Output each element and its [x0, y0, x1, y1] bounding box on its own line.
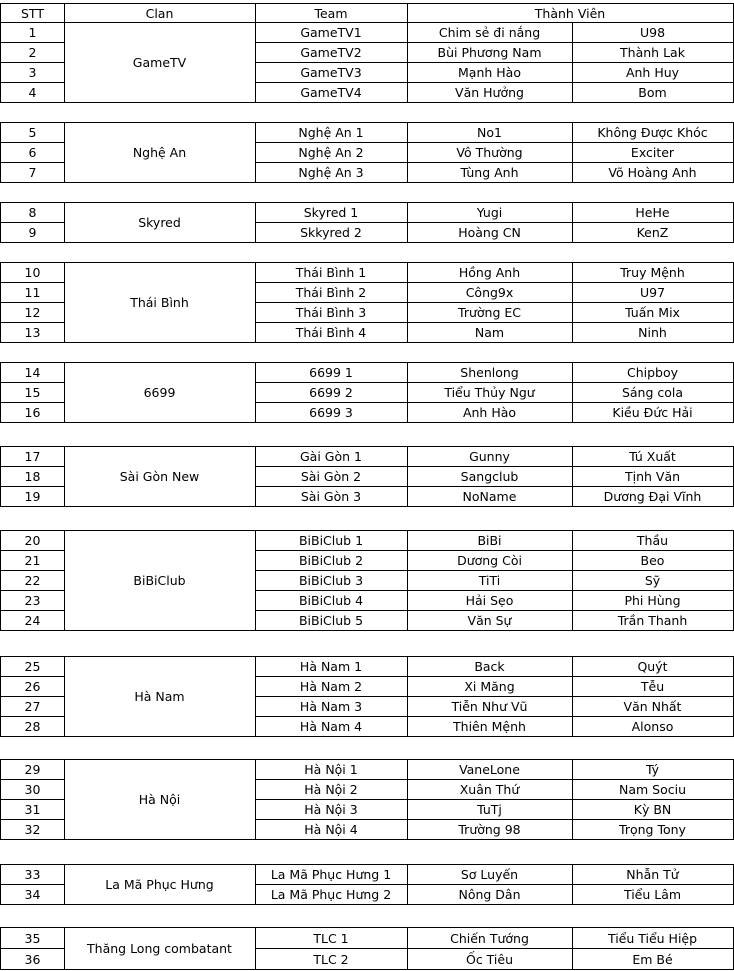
- team-cell: GameTV2: [255, 43, 408, 63]
- team-cell: La Mã Phục Hưng 1: [255, 865, 408, 885]
- member-2-cell: Bom: [572, 83, 734, 103]
- member-1-cell: Mạnh Hào: [407, 63, 573, 83]
- team-cell: BiBiClub 3: [255, 571, 408, 591]
- member-1-cell: Hoàng CN: [407, 223, 573, 243]
- stt-cell: 3: [0, 63, 65, 83]
- member-2-cell: KenZ: [572, 223, 734, 243]
- stt-cell: 33: [0, 865, 65, 885]
- member-1-cell: Vô Thường: [407, 143, 573, 163]
- stt-cell: 23: [0, 591, 65, 611]
- team-cell: Thái Bình 2: [255, 283, 408, 303]
- stt-cell: 26: [0, 677, 65, 697]
- clan-cell: Thái Bình: [64, 263, 256, 343]
- member-1-cell: Sangclub: [407, 467, 573, 487]
- stt-cell: 36: [0, 949, 65, 970]
- member-2-cell: Em Bé: [572, 949, 734, 970]
- stt-cell: 27: [0, 697, 65, 717]
- member-2-cell: Truy Mệnh: [572, 263, 734, 283]
- member-1-cell: Xuân Thứ: [407, 780, 573, 800]
- member-1-cell: Bùi Phương Nam: [407, 43, 573, 63]
- team-cell: Hà Nam 2: [255, 677, 408, 697]
- header-row: [0, 3, 734, 23]
- member-2-cell: Alonso: [572, 717, 734, 737]
- member-2-cell: Dương Đại Vĩnh: [572, 487, 734, 507]
- member-2-cell: U97: [572, 283, 734, 303]
- stt-cell: 10: [0, 263, 65, 283]
- member-1-cell: NoName: [407, 487, 573, 507]
- stt-cell: 15: [0, 383, 65, 403]
- member-1-cell: Văn Sự: [407, 611, 573, 631]
- team-cell: Nghệ An 1: [255, 123, 408, 143]
- team-cell: BiBiClub 5: [255, 611, 408, 631]
- member-2-cell: Văn Nhất: [572, 697, 734, 717]
- team-cell: 6699 2: [255, 383, 408, 403]
- team-cell: BiBiClub 1: [255, 531, 408, 551]
- stt-cell: 31: [0, 800, 65, 820]
- member-1-cell: Chim sẻ đi nắng: [407, 23, 573, 43]
- member-2-cell: Tú Xuất: [572, 447, 734, 467]
- team-cell: GameTV1: [255, 23, 408, 43]
- member-1-cell: BiBi: [407, 531, 573, 551]
- team-cell: Gài Gòn 1: [255, 447, 408, 467]
- stt-cell: 17: [0, 447, 65, 467]
- stt-cell: 2: [0, 43, 65, 63]
- header-team: Team: [255, 3, 408, 23]
- team-cell: Thái Bình 3: [255, 303, 408, 323]
- stt-cell: 13: [0, 323, 65, 343]
- member-2-cell: Beo: [572, 551, 734, 571]
- member-1-cell: Tiễn Như Vũ: [407, 697, 573, 717]
- stt-cell: 11: [0, 283, 65, 303]
- member-1-cell: Gunny: [407, 447, 573, 467]
- member-1-cell: Nông Dân: [407, 885, 573, 905]
- member-1-cell: Hồng Anh: [407, 263, 573, 283]
- stt-cell: 12: [0, 303, 65, 323]
- member-2-cell: Chipboy: [572, 363, 734, 383]
- member-2-cell: Ninh: [572, 323, 734, 343]
- clan-cell: La Mã Phục Hưng: [64, 865, 256, 905]
- clan-cell: Nghệ An: [64, 123, 256, 183]
- stt-cell: 32: [0, 820, 65, 840]
- member-2-cell: Trần Thanh: [572, 611, 734, 631]
- member-2-cell: Thành Lak: [572, 43, 734, 63]
- member-2-cell: Tễu: [572, 677, 734, 697]
- member-2-cell: Sỹ: [572, 571, 734, 591]
- team-cell: GameTV4: [255, 83, 408, 103]
- team-cell: Thái Bình 4: [255, 323, 408, 343]
- member-1-cell: Anh Hào: [407, 403, 573, 423]
- team-cell: Sài Gòn 2: [255, 467, 408, 487]
- member-1-cell: Thiên Mệnh: [407, 717, 573, 737]
- team-cell: Hà Nội 4: [255, 820, 408, 840]
- clan-cell: Thăng Long combatant: [64, 928, 256, 970]
- member-1-cell: Hải Sẹo: [407, 591, 573, 611]
- member-2-cell: U98: [572, 23, 734, 43]
- stt-cell: 34: [0, 885, 65, 905]
- team-cell: La Mã Phục Hưng 2: [255, 885, 408, 905]
- team-cell: BiBiClub 4: [255, 591, 408, 611]
- stt-cell: 4: [0, 83, 65, 103]
- team-cell: Hà Nam 1: [255, 657, 408, 677]
- stt-cell: 21: [0, 551, 65, 571]
- team-cell: Skyred 1: [255, 203, 408, 223]
- member-2-cell: Võ Hoàng Anh: [572, 163, 734, 183]
- stt-cell: 22: [0, 571, 65, 591]
- member-1-cell: Dương Còi: [407, 551, 573, 571]
- stt-cell: 35: [0, 928, 65, 949]
- member-1-cell: Tiểu Thủy Ngư: [407, 383, 573, 403]
- member-2-cell: Tịnh Văn: [572, 467, 734, 487]
- member-1-cell: Chiến Tướng: [407, 928, 573, 949]
- team-cell: 6699 3: [255, 403, 408, 423]
- team-cell: TLC 1: [255, 928, 408, 949]
- member-1-cell: Văn Hưởng: [407, 83, 573, 103]
- member-1-cell: Nam: [407, 323, 573, 343]
- clan-cell: BiBiClub: [64, 531, 256, 631]
- member-2-cell: Thầu: [572, 531, 734, 551]
- member-1-cell: VaneLone: [407, 760, 573, 780]
- member-2-cell: HeHe: [572, 203, 734, 223]
- member-2-cell: Tý: [572, 760, 734, 780]
- clan-cell: Sài Gòn New: [64, 447, 256, 507]
- member-2-cell: Nam Sociu: [572, 780, 734, 800]
- team-cell: TLC 2: [255, 949, 408, 970]
- team-cell: Skkyred 2: [255, 223, 408, 243]
- member-2-cell: Exciter: [572, 143, 734, 163]
- member-2-cell: Tiểu Lâm: [572, 885, 734, 905]
- member-2-cell: Quýt: [572, 657, 734, 677]
- member-1-cell: Back: [407, 657, 573, 677]
- stt-cell: 5: [0, 123, 65, 143]
- header-stt: STT: [0, 3, 65, 23]
- team-cell: Hà Nội 2: [255, 780, 408, 800]
- stt-cell: 16: [0, 403, 65, 423]
- member-1-cell: No1: [407, 123, 573, 143]
- member-2-cell: Tiểu Tiểu Hiệp: [572, 928, 734, 949]
- stt-cell: 14: [0, 363, 65, 383]
- stt-cell: 30: [0, 780, 65, 800]
- team-cell: Hà Nội 1: [255, 760, 408, 780]
- member-2-cell: Không Được Khóc: [572, 123, 734, 143]
- header-members: Thành Viên: [407, 3, 734, 23]
- team-cell: Nghệ An 2: [255, 143, 408, 163]
- member-1-cell: Shenlong: [407, 363, 573, 383]
- member-2-cell: Kiều Đức Hải: [572, 403, 734, 423]
- clan-cell: Hà Nam: [64, 657, 256, 737]
- stt-cell: 6: [0, 143, 65, 163]
- member-2-cell: Nhẫn Tử: [572, 865, 734, 885]
- clan-cell: 6699: [64, 363, 256, 423]
- member-2-cell: Trọng Tony: [572, 820, 734, 840]
- member-1-cell: Xi Măng: [407, 677, 573, 697]
- team-cell: BiBiClub 2: [255, 551, 408, 571]
- team-cell: Hà Nam 3: [255, 697, 408, 717]
- team-cell: 6699 1: [255, 363, 408, 383]
- clan-cell: GameTV: [64, 23, 256, 103]
- stt-cell: 18: [0, 467, 65, 487]
- stt-cell: 9: [0, 223, 65, 243]
- team-cell: GameTV3: [255, 63, 408, 83]
- team-cell: Nghệ An 3: [255, 163, 408, 183]
- header-clan: Clan: [64, 3, 256, 23]
- member-1-cell: TiTi: [407, 571, 573, 591]
- stt-cell: 25: [0, 657, 65, 677]
- stt-cell: 19: [0, 487, 65, 507]
- stt-cell: 29: [0, 760, 65, 780]
- stt-cell: 8: [0, 203, 65, 223]
- stt-cell: 24: [0, 611, 65, 631]
- member-1-cell: Tùng Anh: [407, 163, 573, 183]
- stt-cell: 20: [0, 531, 65, 551]
- member-2-cell: Phi Hùng: [572, 591, 734, 611]
- team-cell: Hà Nam 4: [255, 717, 408, 737]
- clan-cell: Hà Nội: [64, 760, 256, 840]
- member-1-cell: Sơ Luyến: [407, 865, 573, 885]
- member-2-cell: Tuấn Mix: [572, 303, 734, 323]
- member-1-cell: TuTj: [407, 800, 573, 820]
- team-cell: Hà Nội 3: [255, 800, 408, 820]
- member-1-cell: Trường EC: [407, 303, 573, 323]
- team-cell: Sài Gòn 3: [255, 487, 408, 507]
- stt-cell: 1: [0, 23, 65, 43]
- stt-cell: 28: [0, 717, 65, 737]
- member-2-cell: Sáng cola: [572, 383, 734, 403]
- stt-cell: 7: [0, 163, 65, 183]
- member-2-cell: Anh Huy: [572, 63, 734, 83]
- member-2-cell: Kỳ BN: [572, 800, 734, 820]
- member-1-cell: Yugi: [407, 203, 573, 223]
- clan-cell: Skyred: [64, 203, 256, 243]
- team-cell: Thái Bình 1: [255, 263, 408, 283]
- member-1-cell: Trường 98: [407, 820, 573, 840]
- member-1-cell: Công9x: [407, 283, 573, 303]
- member-1-cell: Ốc Tiêu: [407, 949, 573, 970]
